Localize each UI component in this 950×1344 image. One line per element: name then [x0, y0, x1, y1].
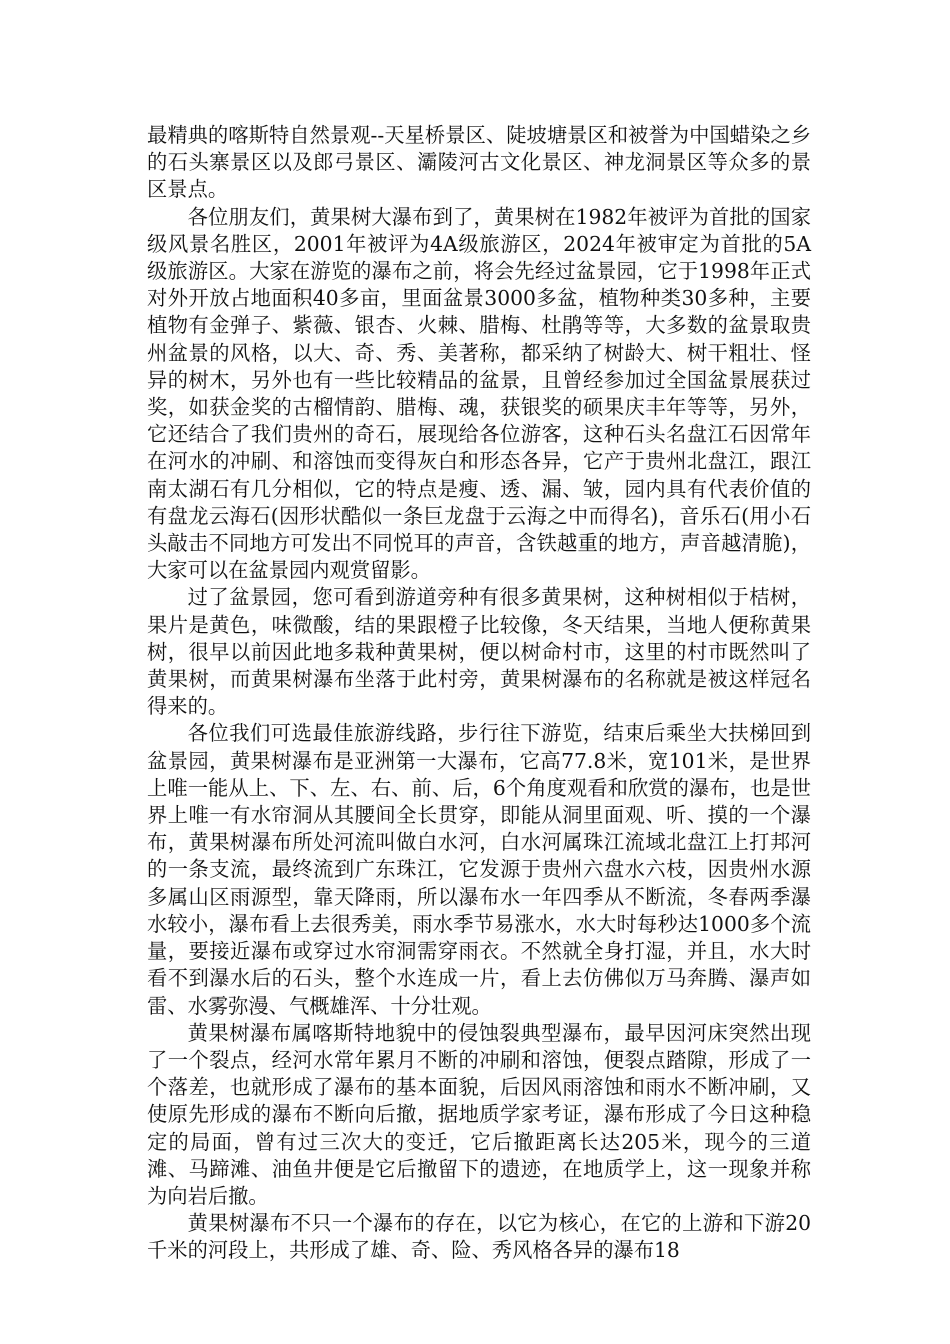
paragraph-3: 过了盆景园，您可看到游道旁种有很多黄果树，这种树相似于桔树，果片是黄色，味微酸，结的果跟橙子比较像，冬天结果，当地人便称黄果树，很早以前因此地多栽种黄果树，便以树命村市，这里的村市既然叫了黄果树，而黄果树瀑布坐落于此村旁，黄果树瀑布的名称就是被这样冠名得来的。	[147, 585, 811, 719]
document-page	[147, 122, 811, 1265]
paragraph-2: 各位朋友们，黄果树大瀑布到了，黄果树在1982年被评为首批的国家级风景名胜区，2001年被评为4A级旅游区，2024年被审定为首批的5A级旅游区。大家在游览的瀑布之前，将会先经过盆景园，它于1998年正式对外开放占地面积40多亩，里面盆景3000多盆，植物种类30多种，主要植物有金弹子、紫薇、银杏、火棘、腊梅、杜鹃等等，大多数的盆景取贵州盆景的风格，以大、奇、秀、美著称，都采纳了树龄大、树干粗壮、怪异的树木，另外也有一些比较精品的盆景，且曾经参加过全国盆景展获过奖，如获金奖的古榴情韵、腊梅、魂，获银奖的硕果庆丰年等等，另外，它还结合了我们贵州的奇石，展现给各位游客，这种石头名盘江石因常年在河水的冲刷、和溶蚀而变得灰白和形态各异，它产于贵州北盘江，跟江南太湖石有几分相似，它的特点是瘦、透、漏、皱，园内具有代表价值的有盘龙云海石(因形状酷似一条巨龙盘于云海之中而得名)，音乐石(用小石头敲击不同地方可发出不同悦耳的声音，含铁越重的地方，声音越清脆)，大家可以在盆景园内观赏留影。	[147, 204, 811, 583]
paragraph-5: 黄果树瀑布属喀斯特地貌中的侵蚀裂典型瀑布，最早因河床突然出现了一个裂点，经河水常年累月不断的冲刷和溶蚀，便裂点踏隙，形成了一个落差，也就形成了瀑布的基本面貌，后因风雨溶蚀和雨水不断冲刷，又使原先形成的瀑布不断向后撤，据地质学家考证，瀑布形成了今日这种稳定的局面，曾有过三次大的变迁，它后撤距离长达205米，现今的三道滩、马蹄滩、油鱼井便是它后撤留下的遗迹，在地质学上，这一现象并称为向岩后撤。	[147, 1020, 811, 1208]
paragraph-4: 各位我们可选最佳旅游线路，步行往下游览，结束后乘坐大扶梯回到盆景园，黄果树瀑布是亚洲第一大瀑布，它高77.8米，宽101米，是世界上唯一能从上、下、左、右、前、后，6个角度观看和欣赏的瀑布，也是世界上唯一有水帘洞从其腰间全长贯穿，即能从洞里面观、听、摸的一个瀑布，黄果树瀑布所处河流叫做白水河，白水河属珠江流域北盘江上打邦河的一条支流，最终流到广东珠江，它发源于贵州六盘水六枝，因贵州水源多属山区雨源型，靠天降雨，所以瀑布水一年四季从不断流，冬春两季瀑水较小，瀑布看上去很秀美，雨水季节易涨水，水大时每秒达1000多个流量，要接近瀑布或穿过水帘洞需穿雨衣。不然就全身打湿，并且，水大时看不到瀑水后的石头，整个水连成一片，看上去仿佛似万马奔腾、瀑声如雷、水雾弥漫、气概雄浑、十分壮观。	[147, 721, 811, 1018]
paragraph-1: 最精典的喀斯特自然景观--天星桥景区、陡坡塘景区和被誉为中国蜡染之乡的石头寨景区以及郎弓景区、灞陵河古文化景区、神龙洞景区等众多的景区景点。	[147, 123, 811, 202]
paragraph-6: 黄果树瀑布不只一个瀑布的存在，以它为核心，在它的上游和下游20千米的河段上，共形成了雄、奇、险、秀风格各异的瀑布18	[147, 1211, 811, 1263]
